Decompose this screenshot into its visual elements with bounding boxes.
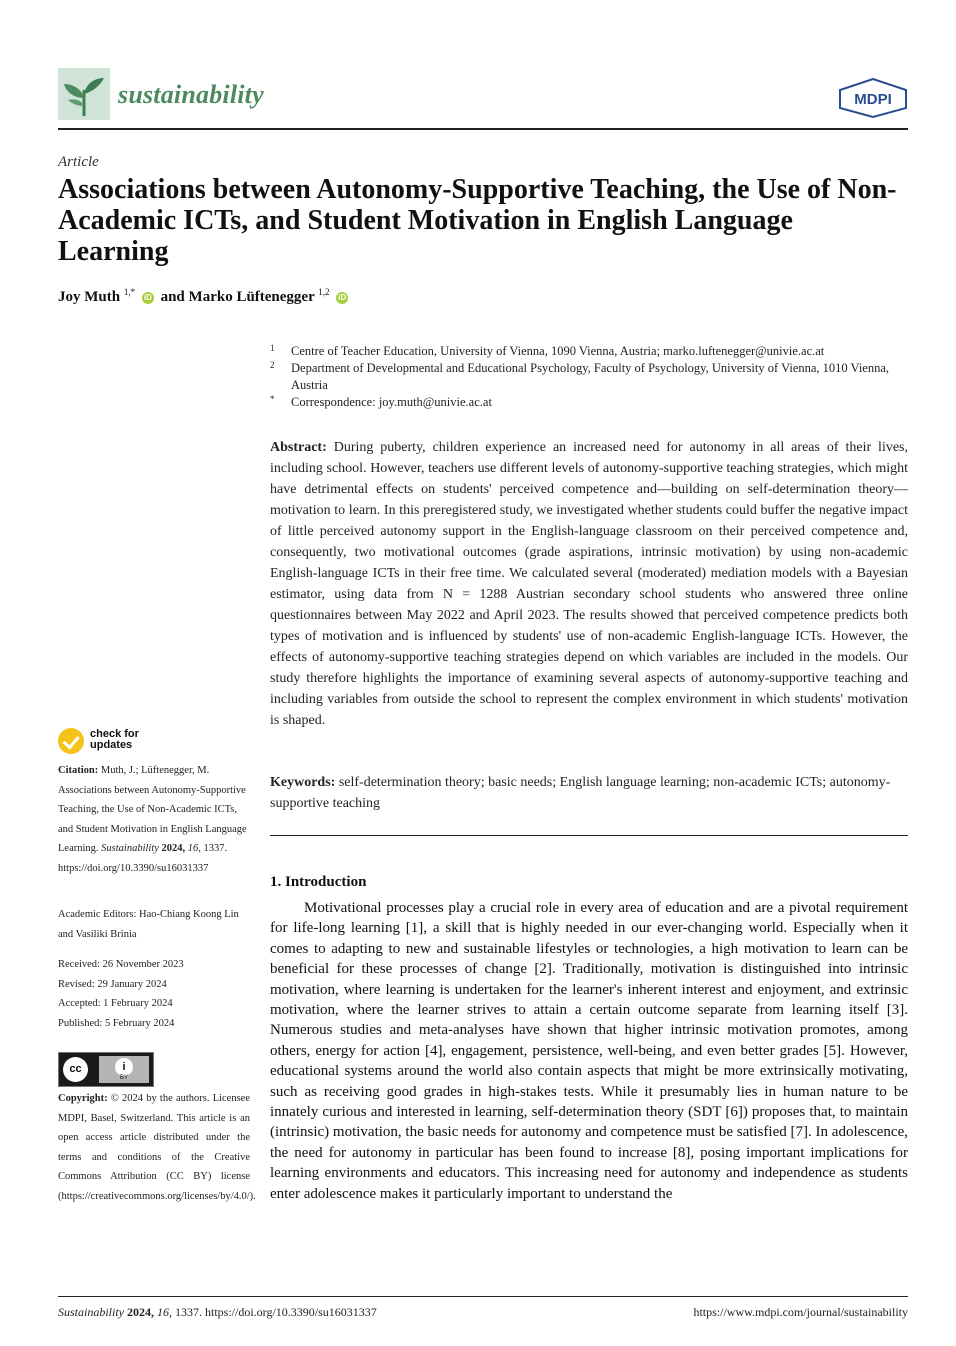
author-joiner: and: [160, 289, 185, 305]
footer-rule: [58, 1296, 908, 1297]
citation-volume: 16,: [187, 843, 201, 854]
footer-volume: 16,: [157, 1305, 172, 1319]
affiliation-mark: *: [270, 394, 275, 404]
copyright-label: Copyright:: [58, 1093, 108, 1104]
intro-body: [270, 898, 908, 1204]
history-dates: [58, 955, 250, 1033]
keywords-label: Keywords:: [270, 775, 336, 790]
affiliation-text: Department of Developmental and Educational Psychology, Faculty of Psychology, University of Vienna, 1010 Vienna, Austria: [291, 361, 890, 392]
author-list: [58, 287, 351, 306]
by-label: BY: [119, 1075, 128, 1081]
by-attribution-icon: [99, 1056, 149, 1083]
author-name[interactable]: Joy Muth: [58, 289, 121, 305]
accepted-date: Accepted: 1 February 2024: [58, 998, 173, 1009]
cc-icon: cc: [63, 1057, 88, 1082]
affiliations: [270, 343, 910, 411]
author-affiliation-mark: 1,*: [123, 287, 136, 297]
check-icon: [58, 728, 84, 754]
citation-doi[interactable]: 1337. https://doi.org/10.3390/su16031337: [58, 843, 228, 874]
journal-name: sustainability: [118, 80, 264, 109]
article-title: Associations between Autonomy-Supportive Teaching, the Use of Non-Academic ICTs, and Student Motivation in English Language Learning: [58, 174, 897, 267]
revised-date: Revised: 29 January 2024: [58, 978, 167, 990]
citation-year: 2024,: [161, 843, 186, 854]
abstract: [270, 437, 908, 731]
publisher-logo: [838, 78, 908, 118]
article-type: Article: [58, 154, 99, 170]
affiliation-item: [270, 360, 910, 394]
section-heading: 1. Introduction: [270, 874, 367, 890]
header-rule: [58, 128, 908, 130]
footer-citation: [58, 1305, 377, 1320]
orcid-icon[interactable]: iD: [338, 293, 347, 302]
intro-paragraph: Motivational processes play a crucial role in every area of education and are a pivotal requirement for life-long learning [1], a skill that is highly needed in our ever-changing world. Especially when it comes to adapting to new and sustainable lifestyles or technologies, a high motivation to learn can be beneficial for these processes of change [2]. Traditionally, motivation is distinguished into intrinsic motivation, where learning is undertaken for the learner's inherent interest and enjoyment, and extrinsic motivation, where the learner strives to attain a certain outcome separate from learning itself [3]. Numerous studies and meta-analyses have shown that higher intrinsic motivation promotes, among others, energy for action [4], engagement, persistence, well-being, and even better grades [5]. However, educational systems around the world also contain aspects that might be more extrinsically motivating, such as receiving good grades in high-stakes tests. While it presumably lies in human nature to be innately curious and interested in learning, self-determination theory (SDT [6]) proposes that, to maintain (intrinsic) motivation, the basic needs for autonomy and competence must be satisfied [7]. In adolescence, the need for autonomy in particular has been found to increase [8], posing important implications for learning environments and educators. This increasing need for autonomy and independence as students enter adolescence makes it particularly important to understand the: [270, 900, 908, 1202]
abstract-text: During puberty, children experience an increased need for autonomy in all areas of their lives, including school. However, teachers use different levels of autonomy-supportive teaching strategies, which might have detrimental effects on students' perceived competence and—building on self-determination theory—motivation to learn. In this preregistered study, we investigated whether students could buffer the negative impact of little perceived autonomy support in the English-language classroom on their perceived competence and, consequently, two motivational outcomes (grade aspirations, intrinsic motivation) by using non-academic English-language ICTs in their free time. We calculated several (moderated) mediation models with a Bayesian estimator, using data from N = 1288 Austrian secondary school students who answered three online questionnaires between May 2022 and April 2023. The results showed that perceived competence predicts both types of motivation and is influenced by students' use of non-academic English-language ICTs. However, the effects of autonomy-supportive teaching strategies depend on which variables are included in the models. Our study therefore highlights the importance of examining several aspects of autonomy-supportive teaching and including variables from outside the school to represent the complex environment in which students' motivation is shaped.: [270, 440, 909, 728]
academic-editors: Academic Editors: Hao-Chiang Koong Lin and Vasiliki Brinia: [58, 909, 239, 940]
citation-journal: Sustainability: [101, 843, 159, 854]
correspondence-text: Correspondence: joy.muth@univie.ac.at: [291, 395, 492, 409]
journal-logo: [58, 68, 110, 120]
publisher-name: MDPI: [854, 91, 892, 108]
published-date: Published: 5 February 2024: [58, 1017, 175, 1029]
affiliation-mark: 2: [270, 360, 275, 370]
citation-label: Citation:: [58, 765, 99, 776]
copyright-text: © 2024 by the authors. Licensee MDPI, Basel, Switzerland. This article is an open access article distributed under the terms and conditions of the Creative Commons Attribution (CC BY) license (https://creativecommons.org/licenses/by/4.0/).: [58, 1093, 256, 1202]
keywords: [270, 772, 908, 814]
copyright-block: [58, 1089, 256, 1206]
affiliation-item: [270, 343, 910, 360]
check-label-line: check for: [90, 728, 139, 740]
person-icon: i: [115, 1058, 133, 1076]
check-for-updates-label: [90, 729, 139, 751]
orcid-icon[interactable]: iD: [143, 293, 152, 302]
keywords-text: self-determination theory; basic needs; English language learning; non-academic ICTs; autonomy-supportive teaching: [270, 775, 891, 811]
plant-icon: [58, 68, 110, 120]
footer-journal: Sustainability: [58, 1305, 124, 1319]
check-label-line: updates: [90, 739, 133, 751]
cc-by-license-badge[interactable]: [58, 1052, 154, 1087]
footer-journal-url[interactable]: https://www.mdpi.com/journal/sustainability: [693, 1305, 908, 1319]
footer-doi[interactable]: 1337. https://doi.org/10.3390/su16031337: [175, 1305, 377, 1319]
footer-year: 2024,: [127, 1305, 154, 1319]
abstract-label: Abstract:: [270, 440, 327, 455]
correspondence-item: [270, 394, 910, 411]
affiliation-text: Centre of Teacher Education, University of Vienna, 1090 Vienna, Austria; marko.luftenegger@univie.ac.at: [291, 344, 825, 358]
citation-block: [58, 761, 250, 878]
received-date: Received: 26 November 2023: [58, 959, 184, 970]
citation-text: Muth, J.; Lüftenegger, M. Associations between Autonomy-Supportive Teaching, the Use of Non-Academic ICTs, and Student Motivation in English Language Learning.: [58, 765, 247, 854]
author-affiliation-mark: 1,2: [318, 287, 330, 297]
affiliation-mark: 1: [270, 343, 275, 353]
section-rule: [270, 835, 908, 836]
author-name[interactable]: Marko Lüftenegger: [188, 289, 315, 305]
